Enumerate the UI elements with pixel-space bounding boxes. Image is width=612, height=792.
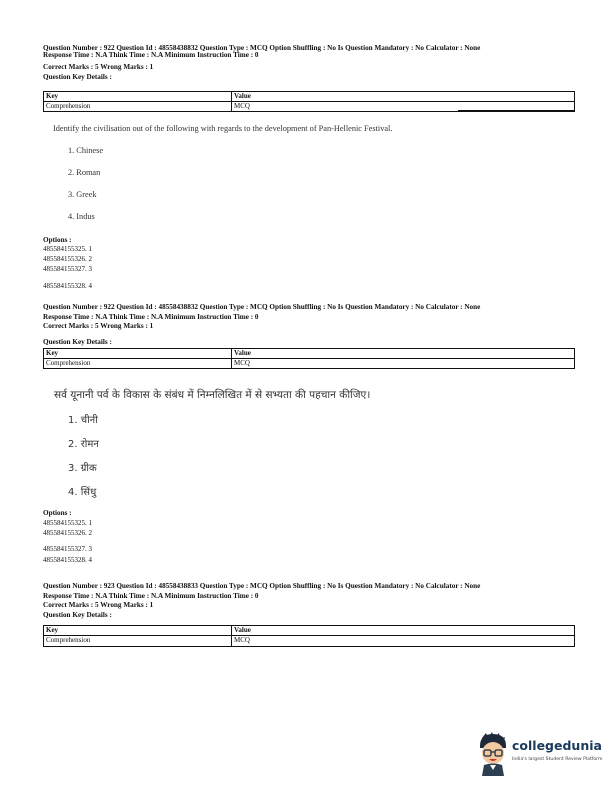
option-id-3: 485584155327. 3 xyxy=(43,545,92,553)
response-time-line: Response Time : N.A Think Time : N.A Minimum Instruction Time : 0 xyxy=(43,591,259,600)
option-1: 1. चीनी xyxy=(68,415,98,426)
question-2-header xyxy=(43,303,575,347)
question-meta-line: Question Number : 922 Question Id : 48558438832 Question Type : MCQ Option Shuffling : No Is Question Mandatory : No Calculator : None xyxy=(43,44,481,52)
value-cell: MCQ xyxy=(232,636,575,647)
key-details-title: Question Key Details : xyxy=(43,610,112,619)
options-title: Options : xyxy=(43,236,72,244)
value-header: Value xyxy=(232,349,575,359)
option-id-4: 485584155328. 4 xyxy=(43,556,92,564)
key-cell: Comprehension xyxy=(44,102,232,112)
question-1-text: Identify the civilisation out of the following with regards to the development of Pan-Hellenic Festival. xyxy=(53,124,393,133)
brand-name: collegedunia xyxy=(512,738,602,753)
student-mascot-icon xyxy=(476,732,510,776)
value-header: Value xyxy=(232,626,575,636)
divider-line xyxy=(458,110,575,111)
option-2: 2. Roman xyxy=(68,168,101,177)
options-title: Options : xyxy=(43,509,72,517)
option-2: 2. रोमन xyxy=(68,439,99,450)
option-3: 3. Greek xyxy=(68,190,97,199)
option-id-3: 485584155327. 3 xyxy=(43,265,92,273)
brand-tagline: India's largest Student Review Platform xyxy=(512,757,603,762)
response-time-line: Response Time : N.A Think Time : N.A Minimum Instruction Time : 0 xyxy=(43,50,259,59)
option-id-1: 485584155325. 1 xyxy=(43,519,92,527)
question-meta-line: Question Number : 923 Question Id : 48558438833 Question Type : MCQ Option Shuffling : No Is Question Mandatory : No Calculator : None xyxy=(43,582,481,590)
question-2-key-table xyxy=(43,348,575,369)
option-4: 4. Indus xyxy=(68,212,95,221)
option-1: 1. Chinese xyxy=(68,146,104,155)
option-4: 4. सिंधु xyxy=(68,487,97,498)
question-3-key-table xyxy=(43,625,575,647)
key-details-title: Question Key Details : xyxy=(43,337,112,346)
response-time-line: Response Time : N.A Think Time : N.A Minimum Instruction Time : 0 xyxy=(43,312,259,321)
question-3-header xyxy=(43,582,575,620)
question-2-text: सर्व यूनानी पर्व के विकास के संबंध में निम्नलिखित में से सभ्यता की पहचान कीजिए। xyxy=(54,389,371,401)
option-id-4: 485584155328. 4 xyxy=(43,282,92,290)
value-cell: MCQ xyxy=(232,359,575,369)
key-header: Key xyxy=(44,626,232,636)
key-header: Key xyxy=(44,349,232,359)
option-id-2: 485584155326. 2 xyxy=(43,529,92,537)
question-1-header xyxy=(43,44,575,82)
value-header: Value xyxy=(232,92,575,102)
option-3: 3. ग्रीक xyxy=(68,463,97,474)
option-id-1: 485584155325. 1 xyxy=(43,245,92,253)
value-cell: MCQ xyxy=(232,102,575,112)
collegedunia-logo xyxy=(476,732,604,776)
question-meta-line: Question Number : 922 Question Id : 48558438832 Question Type : MCQ Option Shuffling : No Is Question Mandatory : No Calculator : None xyxy=(43,303,481,311)
key-cell: Comprehension xyxy=(44,636,232,647)
key-header: Key xyxy=(44,92,232,102)
marks-line: Correct Marks : 5 Wrong Marks : 1 xyxy=(43,63,154,71)
key-cell: Comprehension xyxy=(44,359,232,369)
marks-line: Correct Marks : 5 Wrong Marks : 1 xyxy=(43,601,154,609)
option-id-2: 485584155326. 2 xyxy=(43,255,92,263)
question-1-key-table xyxy=(43,91,575,112)
marks-line: Correct Marks : 5 Wrong Marks : 1 xyxy=(43,322,154,330)
key-details-title: Question Key Details : xyxy=(43,72,112,81)
